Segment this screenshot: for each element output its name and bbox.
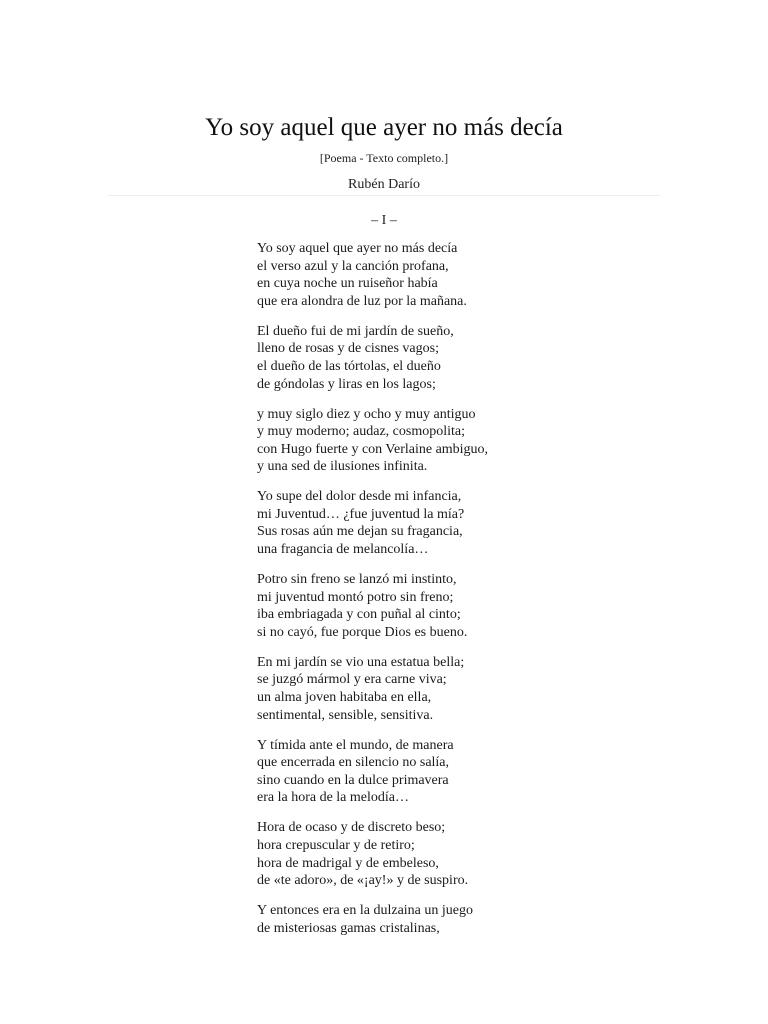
section-heading: – I – xyxy=(371,213,397,228)
poem-verse-line: mi juventud montó potro sin freno; xyxy=(257,589,454,605)
poem-stanza xyxy=(257,902,677,937)
poem-verse-line: hora crepuscular y de retiro; xyxy=(257,837,415,853)
poem-body xyxy=(257,240,677,950)
poem-verse-line: era la hora de la melodía… xyxy=(257,790,409,806)
poem-verse-line: Hora de ocaso y de discreto beso; xyxy=(257,820,446,836)
poem-verse-line: que encerrada en silencio no salía, xyxy=(257,755,450,771)
poem-title: Yo soy aquel que ayer no más decía xyxy=(205,114,563,141)
poem-verse-line: en cuya noche un ruiseñor había xyxy=(257,276,438,292)
poem-verse-line: Sus rosas aún me dejan su fragancia, xyxy=(257,524,463,540)
poem-stanza xyxy=(257,240,677,310)
poem-verse-line: si no cayó, fue porque Dios es bueno. xyxy=(257,624,468,640)
poem-stanza xyxy=(257,737,677,807)
poem-verse-line: Y entonces era en la dulzaina un juego xyxy=(257,903,474,919)
poem-verse-line: Yo soy aquel que ayer no más decía xyxy=(257,241,458,256)
poem-verse-line: de misteriosas gamas cristalinas, xyxy=(257,920,440,936)
poem-verse-line: hora de madrigal y de embeleso, xyxy=(257,855,439,871)
poem-verse-line: el dueño de las tórtolas, el dueño xyxy=(257,358,441,374)
poem-stanza xyxy=(257,323,677,393)
poem-verse-line: una fragancia de melancolía… xyxy=(257,542,429,558)
poem-stanza xyxy=(257,571,677,641)
poem-stanza xyxy=(257,654,677,724)
poem-verse-line: sino cuando en la dulce primavera xyxy=(257,772,449,788)
poem-verse-line: y una sed de ilusiones infinita. xyxy=(257,459,428,475)
poem-verse-line: El dueño fui de mi jardín de sueño, xyxy=(257,323,454,339)
poem-verse-line: y muy siglo diez y ocho y muy antiguo xyxy=(257,406,476,422)
poem-verse-line: de «te adoro», de «¡ay!» y de suspiro. xyxy=(257,873,469,889)
poem-verse-line: un alma joven habitaba en ella, xyxy=(257,690,432,706)
poem-stanza xyxy=(257,488,677,558)
poem-verse-line: mi Juventud… ¿fue juventud la mía? xyxy=(257,506,465,522)
poem-author: Rubén Darío xyxy=(348,177,420,192)
poem-verse-line: Potro sin freno se lanzó mi instinto, xyxy=(257,572,457,588)
poem-subtitle: [Poema - Texto completo.] xyxy=(319,151,449,165)
poem-verse-line: sentimental, sensible, sensitiva. xyxy=(257,707,434,723)
poem-verse-line: iba embriagada y con puñal al cinto; xyxy=(257,607,461,623)
header-divider xyxy=(108,195,660,196)
poem-verse-line: el verso azul y la canción profana, xyxy=(257,258,449,274)
poem-verse-line: que era alondra de luz por la mañana. xyxy=(257,293,467,309)
poem-verse-line: En mi jardín se vio una estatua bella; xyxy=(257,654,465,670)
poem-verse-line: de góndolas y liras en los lagos; xyxy=(257,376,436,392)
poem-stanza xyxy=(257,819,677,889)
poem-stanza xyxy=(257,406,677,476)
poem-verse-line: y muy moderno; audaz, cosmopolita; xyxy=(257,424,466,440)
poem-verse-line: Yo supe del dolor desde mi infancia, xyxy=(257,489,462,505)
poem-verse-line: se juzgó mármol y era carne viva; xyxy=(257,672,447,688)
poem-verse-line: lleno de rosas y de cisnes vagos; xyxy=(257,341,439,357)
poem-verse-line: Y tímida ante el mundo, de manera xyxy=(257,737,454,753)
poem-verse-line: con Hugo fuerte y con Verlaine ambiguo, xyxy=(257,441,489,457)
